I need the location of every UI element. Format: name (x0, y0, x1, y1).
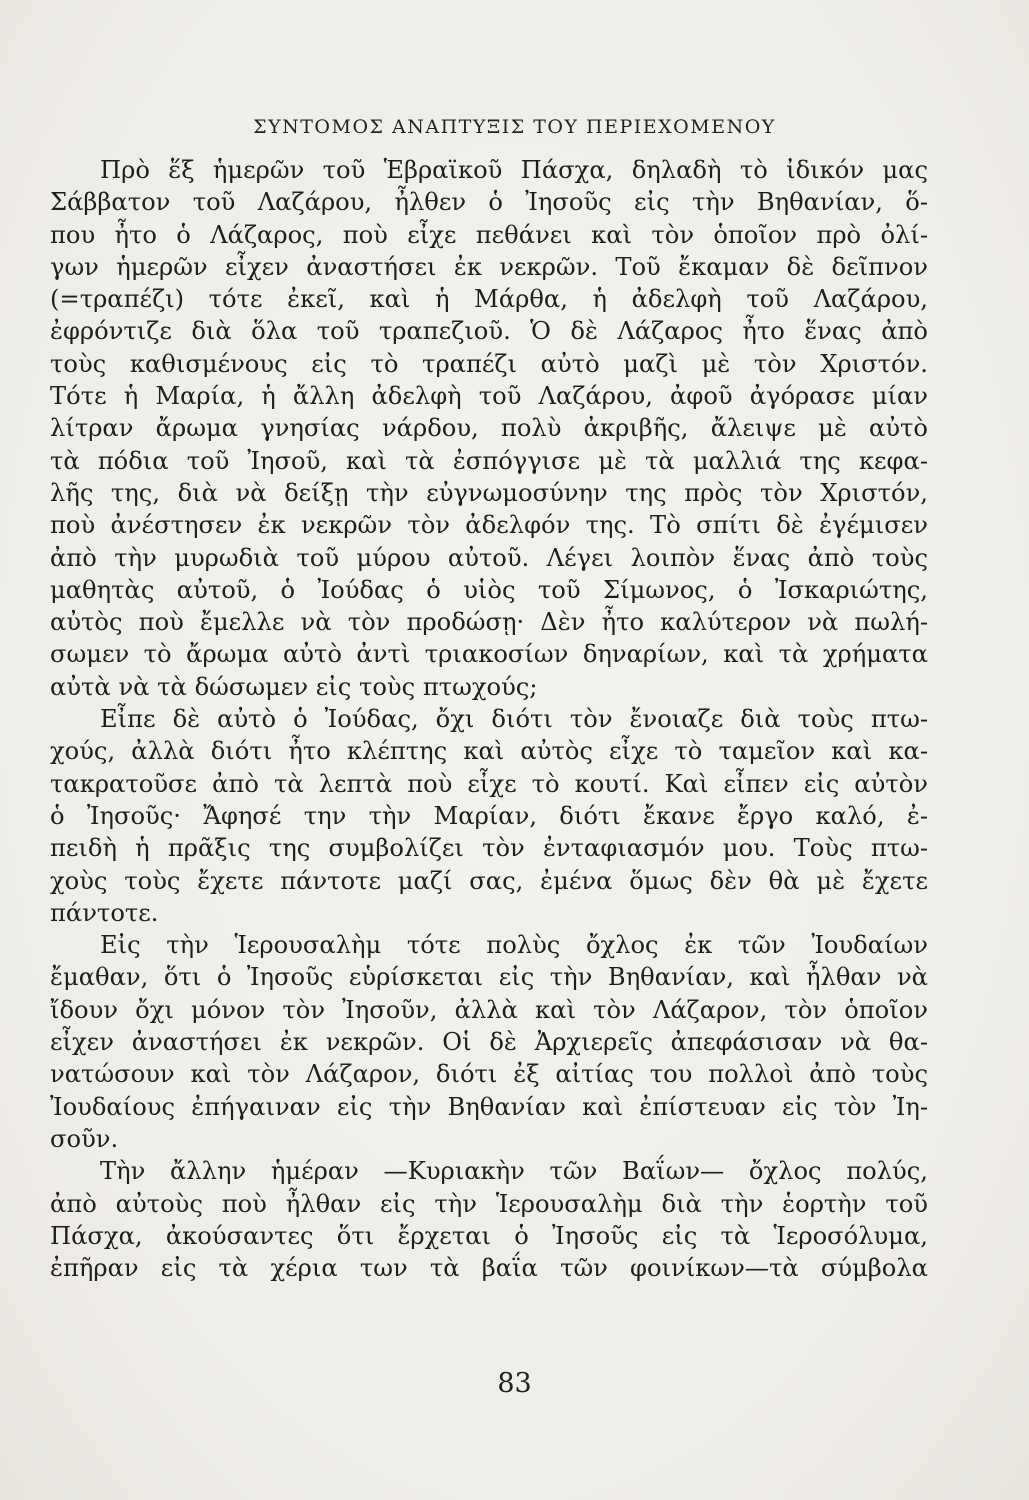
text-line: τοὺς καθισμένους εἰς τὸ τραπέζι αὐτὸ μαζὶ μὲ τὸν Χριστόν. (50, 349, 928, 378)
text-line: Πρὸ ἕξ ἡμερῶν τοῦ Ἑβραϊκοῦ Πάσχα, δηλαδὴ τὸ ἰδικόν μας (100, 156, 928, 184)
text-line: σωμεν τὸ ἄρωμα αὐτὸ ἀντὶ τριακοσίων δηναρίων, καὶ τὰ χρήματα (50, 640, 928, 669)
text-line: ὁ Ἰησοῦς· Ἄφησέ την τὴν Μαρίαν, διότι ἔκανε ἔργο καλό, ἐ- (50, 801, 928, 830)
text-line: εἶχεν ἀναστήσει ἐκ νεκρῶν. Οἱ δὲ Ἀρχιερεῖς ἀπεφάσισαν νὰ θα- (50, 1028, 928, 1057)
text-line: λίτραν ἄρωμα γνησίας νάρδου, πολὺ ἀκριβῆς, ἄλειψε μὲ αὐτὸ (50, 414, 928, 443)
text-line: Τὴν ἄλλην ἡμέραν —Κυριακὴν τῶν Βαΐων— ὄχλος πολύς, (100, 1157, 928, 1186)
running-header: ΣΥΝΤΟΜΟΣ ΑΝΑΠΤΥΞΙΣ ΤΟΥ ΠΕΡΙΕΧΟΜΕΝΟΥ (253, 116, 776, 138)
text-line: ἴδουν ὄχι μόνον τὸν Ἰησοῦν, ἀλλὰ καὶ τὸν Λάζαρον, τὸν ὁποῖον (50, 995, 928, 1024)
text-line: Σάββατον τοῦ Λαζάρου, ἦλθεν ὁ Ἰησοῦς εἰς τὴν Βηθανίαν, ὅ- (50, 188, 928, 217)
text-line: ἐπῆραν εἰς τὰ χέρια των τὰ βαΐα τῶν φοινίκων—τὰ σύμβολα (50, 1254, 928, 1283)
text-line: σοῦν. (50, 1124, 119, 1153)
text-line: Τότε ἡ Μαρία, ἡ ἄλλη ἀδελφὴ τοῦ Λαζάρου, ἀφοῦ ἀγόρασε μίαν (50, 382, 928, 411)
text-line: αὐτὸς ποὺ ἔμελλε νὰ τὸν προδώσῃ· Δὲν ἦτο καλύτερον νὰ πωλή- (50, 608, 928, 637)
text-line: Ἰουδαίους ἐπήγαιναν εἰς τὴν Βηθανίαν καὶ ἐπίστευαν εἰς τὸν Ἰη- (50, 1092, 928, 1121)
text-line: πάντοτε. (50, 898, 159, 927)
text-line: γων ἡμερῶν εἶχεν ἀναστήσει ἐκ νεκρῶν. Τοῦ ἔκαμαν δὲ δεῖπνον (50, 252, 928, 281)
text-line: που ἦτο ὁ Λάζαρος, ποὺ εἶχε πεθάνει καὶ τὸν ὁποῖον πρὸ ὀλί- (50, 220, 928, 249)
text-line: χοὺς τοὺς ἔχετε πάντοτε μαζί σας, ἐμένα ὅμως δὲν θὰ μὲ ἔχετε (50, 866, 928, 895)
page-number: 83 (497, 1368, 532, 1399)
text-line: ἔμαθαν, ὅτι ὁ Ἰησοῦς εὑρίσκεται εἰς τὴν Βηθανίαν, καὶ ἦλθαν νὰ (50, 963, 928, 992)
text-line: νατώσουν καὶ τὸν Λάζαρον, διότι ἐξ αἰτίας του πολλοὶ ἀπὸ τοὺς (50, 1060, 928, 1089)
text-line: Πάσχα, ἀκούσαντες ὅτι ἔρχεται ὁ Ἰησοῦς εἰς τὰ Ἱεροσόλυμα, (50, 1221, 928, 1250)
text-line: Εἶπε δὲ αὐτὸ ὁ Ἰούδας, ὄχι διότι τὸν ἔνοιαζε διὰ τοὺς πτω- (100, 705, 928, 734)
text-line: μαθητὰς αὐτοῦ, ὁ Ἰούδας ὁ υἱὸς τοῦ Σίμωνος, ὁ Ἰσκαριώτης, (50, 575, 928, 604)
text-line: πειδὴ ἡ πρᾶξις της συμβολίζει τὸν ἐνταφιασμόν μου. Τοὺς πτω- (50, 834, 928, 863)
text-line: ἀπὸ τὴν μυρωδιὰ τοῦ μύρου αὐτοῦ. Λέγει λοιπὸν ἕνας ἀπὸ τοὺς (50, 543, 928, 572)
text-line: ἐφρόντιζε διὰ ὅλα τοῦ τραπεζιοῦ. Ὁ δὲ Λάζαρος ἦτο ἕνας ἀπὸ (50, 317, 928, 346)
text-line: Εἰς τὴν Ἱερουσαλὴμ τότε πολὺς ὄχλος ἐκ τῶν Ἰουδαίων (100, 931, 928, 960)
text-line: λῆς της, διὰ νὰ δείξῃ τὴν εὐγνωμοσύνην της πρὸς τὸν Χριστόν, (50, 478, 928, 507)
text-line: τακρατοῦσε ἀπὸ τὰ λεπτὰ ποὺ εἶχε τὸ κουτί. Καὶ εἶπεν εἰς αὐτὸν (50, 769, 928, 798)
text-line: τὰ πόδια τοῦ Ἰησοῦ, καὶ τὰ ἐσπόγγισε μὲ τὰ μαλλιά της κεφα- (50, 446, 928, 475)
text-line: χούς, ἀλλὰ διότι ἦτο κλέπτης καὶ αὐτὸς εἶχε τὸ ταμεῖον καὶ κα- (50, 737, 928, 766)
text-line: ἀπὸ αὐτοὺς ποὺ ἦλθαν εἰς τὴν Ἱερουσαλὴμ διὰ τὴν ἑορτὴν τοῦ (50, 1189, 928, 1218)
text-line: ποὺ ἀνέστησεν ἐκ νεκρῶν τὸν ἀδελφόν της. Τὸ σπίτι δὲ ἐγέμισεν (50, 511, 928, 540)
body-text (50, 154, 928, 1284)
text-line: αὐτὰ νὰ τὰ δώσωμεν εἰς τοὺς πτωχούς; (50, 672, 538, 701)
text-line: (=τραπέζι) τότε ἐκεῖ, καὶ ἡ Μάρθα, ἡ ἀδελφὴ τοῦ Λαζάρου, (50, 285, 928, 314)
